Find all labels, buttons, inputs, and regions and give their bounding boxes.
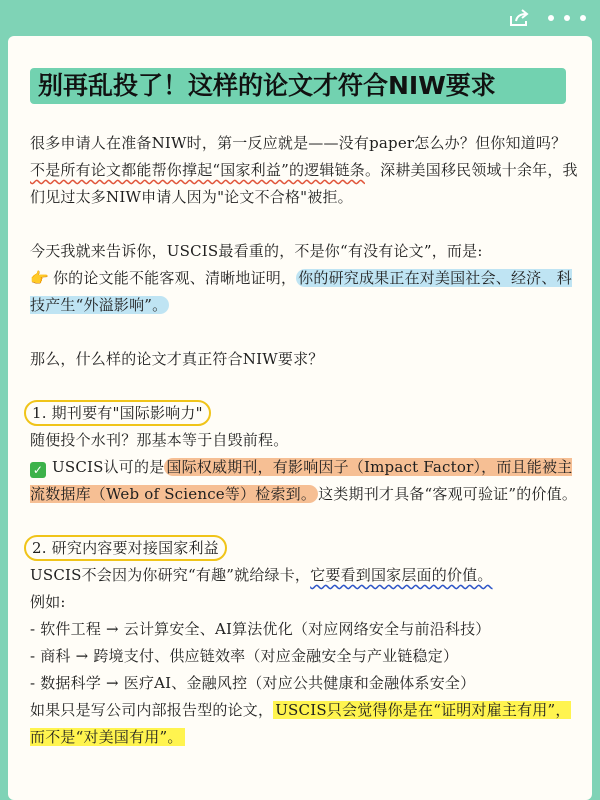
check-mark-icon: ✓ <box>30 462 46 478</box>
highlight-authoritative-journals: 国际权威期刊，有影响因子（Impact Factor），而且能被主流数据库（Web of Science等）检索到。 <box>30 458 573 503</box>
intro-paragraph-2 <box>30 238 578 319</box>
intro-text: 你的论文能不能客观、清晰地证明， <box>52 269 297 287</box>
section1-check-paragraph <box>30 454 578 508</box>
more-dots-icon[interactable] <box>545 10 589 29</box>
section1-text: USCIS认可的是 <box>52 458 165 476</box>
example-item: - 数据科学 → 医疗AI、金融风控（对应公共健康和金融体系安全） <box>30 674 476 692</box>
top-bar <box>0 0 600 36</box>
key-phrase-national-interest: 不是所有论文都能帮你撑起“国家利益”的逻辑链条 <box>30 161 365 179</box>
example-item: - 商科 → 跨境支付、供应链效率（对应金融安全与产业链稳定） <box>30 647 459 665</box>
section2-heading: 2. 研究内容要对接国家利益 <box>24 535 227 561</box>
pointing-hand-icon: 👉 <box>30 269 49 287</box>
section2 <box>30 535 578 562</box>
example-item: - 软件工程 → 云计算安全、AI算法优化（对应网络安全与前沿科技） <box>30 620 491 638</box>
intro-text: 今天我就来告诉你，USCIS最看重的，不是你“有没有论文”，而是: <box>30 242 483 260</box>
highlight-spillover-impact: 你的研究成果正在对美国社会、经济、科技产生“外溢影响”。 <box>30 269 572 314</box>
section2-text: USCIS不会因为你研究“有趣”就给绿卡， <box>30 566 311 584</box>
article-title: 别再乱投了！这样的论文才符合NIW要求 <box>30 68 566 104</box>
section1 <box>30 400 578 427</box>
article-body <box>30 130 578 751</box>
key-phrase-national-value: 它要看到国家层面的价值。 <box>310 566 493 584</box>
section2-line <box>30 562 578 589</box>
intro-question: 那么，什么样的论文才真正符合NIW要求？ <box>30 350 324 368</box>
intro-paragraph-1 <box>30 130 578 211</box>
section1-heading: 1. 期刊要有"国际影响力" <box>24 400 211 426</box>
intro-text: 很多申请人在准备NIW时，第一反应就是——没有paper怎么办？但你知道吗？ <box>30 134 567 152</box>
section2-text: 如果只是写公司内部报告型的论文， <box>30 701 274 719</box>
intro-text: 。深耕美国移民领域十余年，我们见过太多NIW申请人因为"论文不合格"被拒。 <box>30 161 578 206</box>
section1-text: 这类期刊才具备“客观可验证”的价值。 <box>318 485 578 503</box>
article-card <box>8 36 592 800</box>
highlight-useful-to-us: USCIS只会觉得你是在“证明对雇主有用”，而不是“对美国有用”。 <box>30 701 571 746</box>
share-icon[interactable] <box>508 8 530 32</box>
example-label: 例如: <box>30 593 66 611</box>
section2-closing <box>30 697 578 751</box>
section1-line: 随便投个水刊？那基本等于自毁前程。 <box>30 431 289 449</box>
